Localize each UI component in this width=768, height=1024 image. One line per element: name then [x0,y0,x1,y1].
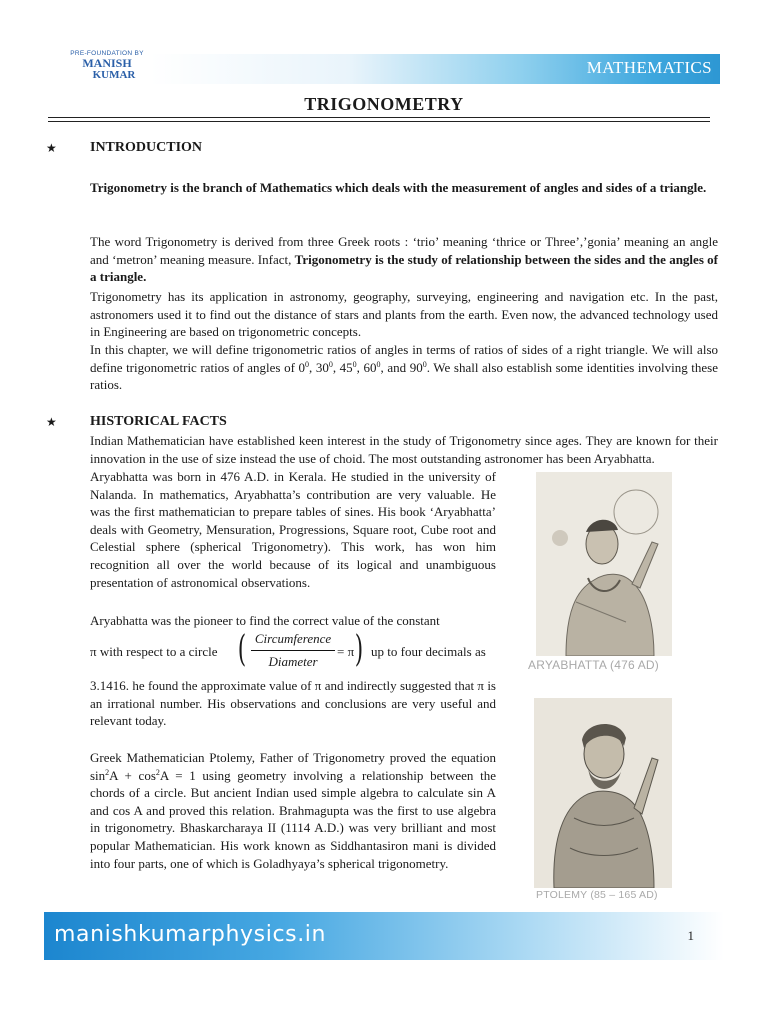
up-to-text: up to four decimals as [371,644,486,659]
intro-p3-text: , 30 [308,359,329,375]
ptolemy-text: A = 1 using geometry involving a relationship between the chords of a circle. But ancient Indian used simple algebra to calculate sin A and cos A and proved this relation. Brahmagupta was the first to use algebra in trigonometry. Bhaskarcharaya II (1114 A.D.) was very brilliant and most popular Mathematician. His work known as Siddhantasiron mani is divided into four parts, one of which is Goladhyaya’s spherical trigonometry. [90,767,496,871]
intro-p3-text: In this chapter, we will define trigonometric ratios of angles in terms of ratios of sides of a right triangle. We will also define trigonometric ratios of angles of 0 [90,342,718,375]
pi-formula-row [90,631,496,675]
ptolemy-text: Greek Mathematician Ptolemy, Father of Trigonometry proved the equation sin [90,750,496,783]
degree-sup: 0 [352,359,357,369]
aryabhatta-portrait [536,472,672,656]
intro-p1-bold: Trigonometry is the study of relationship between the sides and the angles of a triangle. [90,251,719,285]
definition-paragraph [90,179,718,197]
title-rule [48,117,710,118]
degree-sup: 0 [304,359,309,369]
intro-p3-text: , and 90 [380,359,423,375]
ptolemy-portrait [534,698,672,888]
bullet-star-icon: ★ [46,141,57,155]
intro-p1-text: The word Trigonometry is derived from three Greek roots : ‘trio’ meaning ‘thrice or Three’,’gonia’ meaning an angle and ‘metron’ meaning measure. Infact, [90,234,718,267]
ptolemy-text: A + cos [109,767,156,783]
section-heading-introduction: INTRODUCTION [90,140,203,155]
footer-band [44,912,724,960]
fraction-bar [251,650,335,651]
pi-text: π with respect to a circle [90,644,218,659]
page-title: TRIGONOMETRY [304,94,464,114]
intro-paragraph-1 [90,233,718,286]
caption-ptolemy: PTOLEMY (85 – 165 AD) [536,889,658,901]
history-paragraph-3-rest: 3.1416. he found the approximate value of π and indirectly suggested that π is an irrational number. His observations and conclusions are very useful and relevant today. [90,678,496,729]
paren-right: ) [354,629,364,670]
history-paragraph-2: Aryabhatta was born in 476 A.D. in Kerala. He studied in the university of Nalanda. In mathematics, Aryabhatta’s contribution are very valuable. He was the first mathematician to prepare tables of sines. His book ‘Aryabhatta’ deals with Geometry, Mensuration, Progressions, Square root, Cube root and Celestial sphere (spherical Trigonometry). This work, has won him recognition all over the world because of its logical and unambiguous presentation of astronomical observations. [90,469,496,590]
section-heading-history: HISTORICAL FACTS [90,414,227,429]
logo-name-2: KUMAR [92,69,136,81]
logo-pre-text: PRE-FOUNDATION BY [70,50,144,57]
subject-label: MATHEMATICS [586,58,712,77]
fraction-numerator: Circumference [254,631,332,646]
equals-pi: = π [337,644,355,659]
bullet-star-icon: ★ [46,415,57,429]
footer-website: manishkumarphysics.in [54,922,327,947]
title-rule [48,121,710,122]
caption-aryabhatta: ARYABHATTA (476 AD) [528,658,659,672]
intro-paragraph-3 [90,341,718,394]
logo-name-1: MANISH [82,56,132,70]
degree-sup: 0 [328,359,333,369]
intro-p3-text: . We shall also establish some identities involving these ratios. [90,359,719,393]
square-sup: 2 [155,767,160,777]
aryabhatta-illustration [536,472,672,656]
brand-logo [52,50,162,94]
history-paragraph-3-line1: Aryabhatta was the pioneer to find the correct value of the constant [90,613,440,628]
degree-sup: 0 [376,359,381,369]
history-paragraph-1: Indian Mathematician have established keen interest in the study of Trigonometry since ages. They are known for their innovation in the use of size instead the use of choid. The most outstanding astronomer has been Aryabhatta. [90,433,718,466]
history-paragraph-4 [90,749,496,872]
intro-p3-text: , 60 [356,359,377,375]
definition-text: Trigonometry is the branch of Mathematics which deals with the measurement of angles and sides of a triangle. [90,180,707,195]
intro-p3-text: , 45 [332,359,353,375]
paren-left: ( [237,629,247,670]
fraction-denominator: Diameter [268,654,318,669]
ptolemy-illustration [534,698,672,888]
degree-sup: 0 [422,359,427,369]
intro-paragraph-2: Trigonometry has its application in astronomy, geography, surveying, engineering and navigation etc. In the past, astronomers used it to find out the distance of stars and plants from the earth. Even now, the advanced technology used in Engineering are based on trigonometric concepts. [90,289,718,340]
page-number: 1 [687,928,694,943]
square-sup: 2 [105,767,110,777]
